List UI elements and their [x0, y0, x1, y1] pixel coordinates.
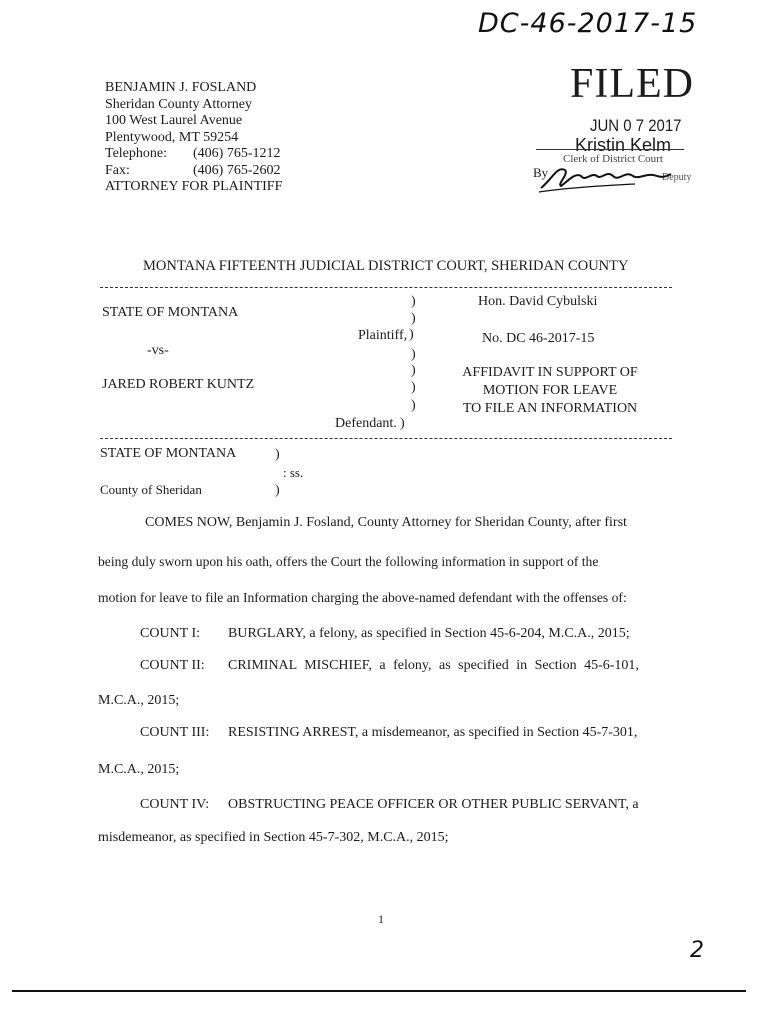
count-1-label: COUNT I: [140, 626, 201, 641]
count-3 [140, 725, 637, 741]
doc-title-line2: MOTION FOR LEAVE [482, 383, 618, 398]
attorney-name: BENJAMIN J. FOSLAND [105, 80, 257, 95]
caption-case-number: No. DC 46-2017-15 [482, 331, 595, 346]
count-4 [140, 797, 639, 813]
intro-line-3: motion for leave to file an Information charging the above-named defendant with the offenses of: [98, 590, 627, 605]
intro-line-1: COMES NOW, Benjamin J. Fosland, County Attorney for Sheridan County, after first [145, 515, 627, 530]
count-3-continuation: M.C.A., 2015; [98, 762, 180, 777]
intro-line-2: being duly sworn upon his oath, offers the Court the following information in support of the [98, 554, 599, 569]
filed-stamp-clerk-line [536, 149, 684, 150]
caption-paren: ) [411, 311, 416, 326]
attorney-telephone [105, 146, 282, 163]
attorney-block [105, 80, 282, 196]
telephone-label: Telephone: [105, 146, 167, 161]
count-1-text: BURGLARY, a felony, as specified in Section 45-6-204, M.C.A., 2015; [228, 626, 630, 641]
attorney-fax [105, 163, 282, 180]
filed-stamp-clerk-name: Kristin Kelm [575, 135, 672, 155]
filed-stamp-title: FILED [570, 61, 694, 107]
caption-defendant-label: Defendant. [335, 416, 397, 431]
venue-paren: ) [275, 483, 280, 498]
filed-stamp-by: By [533, 165, 549, 180]
filed-stamp-deputy: Deputy [662, 172, 692, 183]
caption-judge: Hon. David Cybulski [478, 294, 598, 309]
caption-paren: ) [409, 327, 414, 342]
attorney-address-line2: Plentywood, MT 59254 [105, 129, 239, 145]
page-number: 1 [378, 912, 384, 926]
count-3-label: COUNT III: [140, 725, 210, 740]
attorney-address-line1: 100 West Laurel Avenue [105, 113, 243, 128]
caption-vs: -vs- [147, 343, 169, 358]
doc-title-line3: TO FILE AN INFORMATION [462, 401, 638, 416]
count-2-text: CRIMINAL MISCHIEF, a felony, as specified in Section 45-6-101, [228, 658, 639, 673]
caption-paren: ) [411, 398, 416, 413]
caption-doc-title [440, 364, 660, 418]
handwritten-page-mark: 2 [690, 938, 704, 963]
caption-paren: ) [400, 416, 405, 431]
deputy-signature [535, 158, 675, 196]
caption-paren: ) [411, 294, 416, 309]
caption-paren: ) [411, 347, 416, 362]
attorney-title: Sheridan County Attorney [105, 96, 252, 112]
caption-paren: ) [411, 363, 416, 378]
attorney-role: ATTORNEY FOR PLAINTIFF [105, 179, 283, 194]
fax-number: (406) 765-2602 [193, 162, 281, 178]
handwritten-case-number: DC-46-2017-15 [478, 8, 698, 39]
telephone-number: (406) 765-1212 [193, 146, 281, 161]
caption-defendant: JARED ROBERT KUNTZ [102, 377, 255, 392]
caption-top-rule [100, 287, 672, 288]
filed-stamp-date: JUN 0 7 2017 [590, 116, 682, 135]
venue-county: County of Sheridan [100, 482, 202, 497]
count-2-continuation: M.C.A., 2015; [98, 693, 180, 708]
count-4-continuation: misdemeanor, as specified in Section 45-7-302, M.C.A., 2015; [98, 830, 449, 845]
count-2 [140, 658, 639, 674]
court-name: MONTANA FIFTEENTH JUDICIAL DISTRICT COURT, SHERIDAN COUNTY [143, 258, 629, 274]
venue-ss: : ss. [283, 465, 304, 480]
count-4-text: OBSTRUCTING PEACE OFFICER OR OTHER PUBLIC SERVANT, a [228, 797, 639, 812]
fax-label: Fax: [105, 162, 130, 178]
caption-plaintiff-label: Plaintiff, [358, 328, 408, 343]
filed-stamp-clerk-title: Clerk of District Court [563, 153, 663, 165]
venue-paren: ) [275, 447, 280, 462]
caption-plaintiff: STATE OF MONTANA [102, 305, 239, 320]
doc-title-line1: AFFIDAVIT IN SUPPORT OF [462, 365, 638, 380]
caption-paren: ) [411, 380, 416, 395]
bottom-rule [12, 990, 746, 992]
venue-state: STATE OF MONTANA [100, 446, 237, 461]
count-4-label: COUNT IV: [140, 797, 210, 812]
count-3-text: RESISTING ARREST, a misdemeanor, as specified in Section 45-7-301, [228, 725, 638, 740]
count-1 [140, 626, 630, 642]
caption-bottom-rule [100, 438, 672, 439]
count-2-label: COUNT II: [140, 658, 205, 673]
